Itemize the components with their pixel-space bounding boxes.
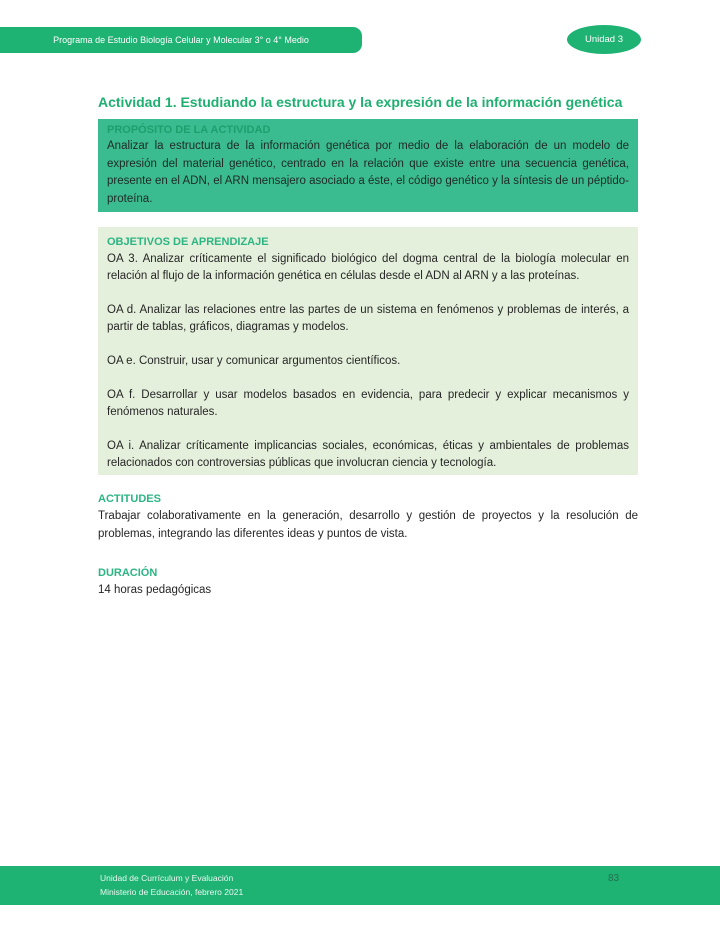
objective-item-oae: OA e. Construir, usar y comunicar argumentos científicos. [107, 355, 401, 367]
activity-title: Actividad 1. Estudiando la estructura y la expresión de la información genética [98, 94, 623, 111]
purpose-heading: PROPÓSITO DE LA ACTIVIDAD [107, 124, 271, 136]
purpose-text: Analizar la estructura de la información genética por medio de la elaboración de un modelo de expresión del material genético, centrado en la relación que existe entre una secuencia genética, presente en el ADN, el ARN mensajero asociado a éste, el código genético y la síntesis de un péptido-proteína. [107, 140, 629, 205]
footer-org-line2: Ministerio de Educación, febrero 2021 [100, 886, 244, 897]
objective-item-oa3: OA 3. Analizar críticamente el significado biológico del dogma central de la biología molecular en relación al flujo de la información genética en células desde el ADN al ARN y a las proteínas. [107, 253, 629, 282]
footer-org-line1: Unidad de Currículum y Evaluación [100, 873, 234, 883]
objectives-heading: OBJETIVOS DE APRENDIZAJE [107, 236, 269, 248]
purpose-box [98, 119, 638, 212]
unit-badge [567, 25, 641, 54]
attitudes-heading: ACTITUDES [98, 493, 161, 505]
program-banner [0, 27, 362, 53]
footer-organization [100, 872, 243, 899]
objective-item-oai: OA i. Analizar críticamente implicancias sociales, económicas, éticas y ambientales de problemas relacionados con controversias públicas que involucran ciencia y tecnología. [107, 440, 629, 469]
footer-bar [0, 866, 720, 905]
program-banner-label: Programa de Estudio Biología Celular y Molecular 3° o 4° Medio [53, 34, 309, 45]
objective-item-oad: OA d. Analizar las relaciones entre las partes de un sistema en fenómenos y problemas de interés, a partir de tablas, gráficos, diagramas y modelos. [107, 304, 629, 333]
duration-heading: DURACIÓN [98, 567, 158, 579]
page-number: 83 [608, 873, 620, 884]
attitudes-text: Trabajar colaborativamente en la generación, desarrollo y gestión de proyectos y la resolución de problemas, integrando las diferentes ideas y puntos de vista. [98, 510, 638, 540]
objective-item-oaf: OA f. Desarrollar y usar modelos basados en evidencia, para predecir y explicar mecanismos y fenómenos naturales. [107, 389, 629, 418]
unit-badge-label: Unidad 3 [584, 34, 624, 45]
objectives-box [98, 227, 638, 475]
duration-text: 14 horas pedagógicas [98, 584, 212, 596]
